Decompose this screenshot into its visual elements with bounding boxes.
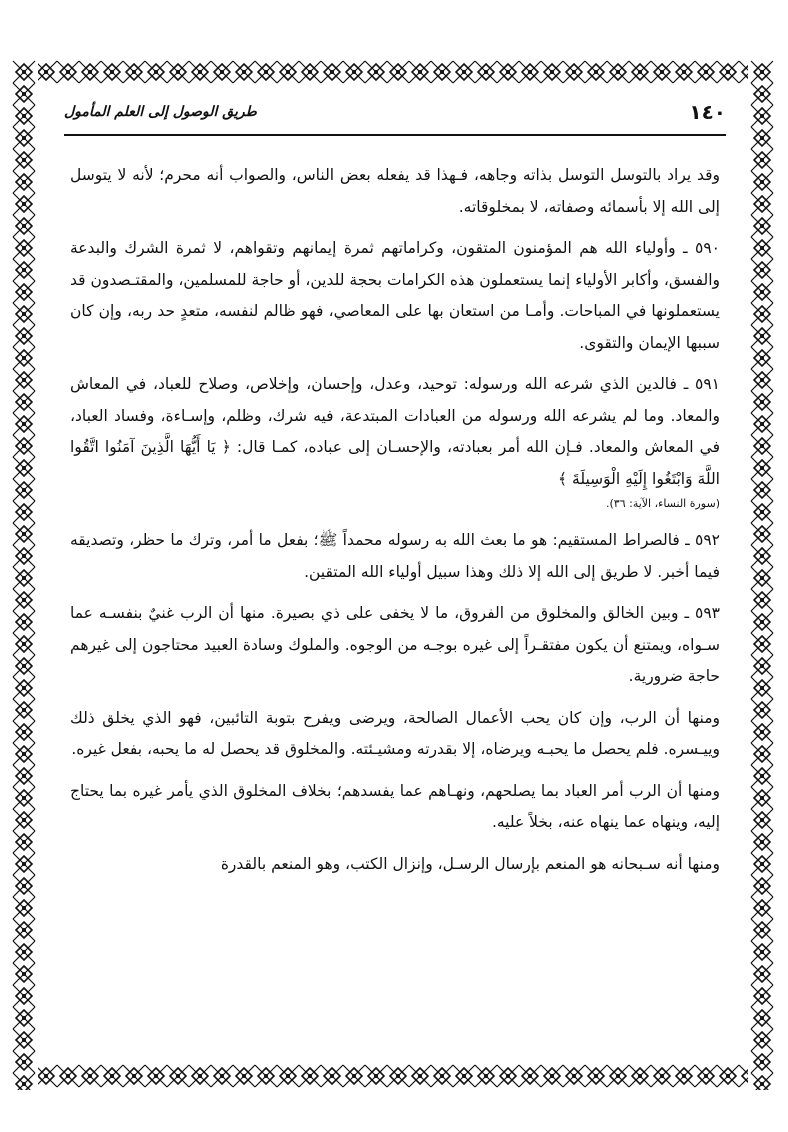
running-header (64, 96, 726, 136)
page-body (70, 160, 720, 890)
ornamental-border-right (748, 58, 776, 1090)
paragraph-592: ٥٩٢ ـ فالصراط المستقيم: هو ما بعث الله به رسوله محمداً ﷺ؛ بفعل ما أمر، وترك ما حظر، وتصديقه فيما أخبر. لا طريق إلى الله إلا ذلك وهذا سبيل أولياء الله المتقين. (70, 531, 720, 581)
paragraph-591: ٥٩١ ـ فالدين الذي شرعه الله ورسوله: توحيد، وعدل، وإحسان، وإخلاص، وصلاح للعباد، في المعاش والمعاد. وما لم يشرعه الله ورسوله من العبادات المبتدعة، فيه شرك، وظلم، وإسـاءة، وفساد العباد، في المعاش والمعاد. فـإن الله أمر بعبادته، والإحسـان إلى عباده، كمـا قال: ﴿ يَا أَيُّهَا الَّذِينَ آمَنُوا اتَّقُوا اللَّهَ وَابْتَغُوا إِلَيْهِ الْوَسِيلَةَ ﴾ (70, 375, 720, 488)
paragraph-rabb-command: ومنها أن الرب أمر العباد بما يصلحهم، ونهـاهم عما يفسدهم؛ بخلاف المخلوق الذي يأمر غيره بما يحتاج إليه، وينهاه عما ينهاه عنه، بخلاً عليه. (70, 781, 720, 831)
header-rule (64, 134, 726, 136)
ornamental-border-bottom (10, 1062, 776, 1090)
ornamental-border-top (10, 58, 776, 86)
paragraph-rabb-love: ومنها أن الرب، وإن كان يحب الأعمال الصالحة، ويرضى ويفرح بتوبة التائبين، فهو الذي يخلق ذلك وييـسره. فلم يحصل ما يحبـه ويرضاه، إلا بقدرته ومشيـئته. والمخلوق قد يحصل له ما يحبه، بفعل غيره. (70, 708, 720, 758)
ornamental-border-left (10, 58, 38, 1090)
paragraph-590: ٥٩٠ ـ وأولياء الله هم المؤمنون المتقون، وكراماتهم ثمرة إيمانهم وتقواهم، لا ثمرة الشرك والبدعة والفسق، وأكابر الأولياء إنما يستعملون هذه الكرامات بحجة للدين، أو حاجة للمسلمين، والمقتـصدون قد يستعملونها في المباحات. وأمـا من استعان بها على المعاصي، فهو ظالم لنفسه، متعدٍ حد ربه، وإن كان سببها الإيمان والتقوى. (69, 239, 720, 352)
header-title: طريق الوصول إلى العلم المأمول (64, 104, 257, 120)
paragraph-593: ٥٩٣ ـ وبين الخالق والمخلوق من الفروق، ما لا يخفى على ذي بصيرة. منها أن الرب غنيٌ بنفسـه عما سـواه، ويمتنع أن يكون مفتقـراً إلى غيره بوجـه من الوجوه. والملوك وسادة العبيد محتاجون إلى غيرهم حاجة ضرورية. (70, 604, 720, 685)
paragraph-rabb-grace: ومنها أنه سـبحانه هو المنعم بإرسال الرسـل، وإنزال الكتب، وهو المنعم بالقدرة (220, 854, 720, 873)
page-number: ١٤٠ (689, 100, 726, 124)
paragraph-tawassul: وقد يراد بالتوسل التوسل بذاته وجاهه، فـهذا قد يفعله بعض الناس، والصواب أنه محرم؛ لأنه لا يتوسل إلى الله إلا بأسمائه وصفاته، لا بمخلوقاته. (70, 166, 720, 216)
quran-reference: (سورة النساء، الآية: ٣٦). (606, 497, 720, 510)
